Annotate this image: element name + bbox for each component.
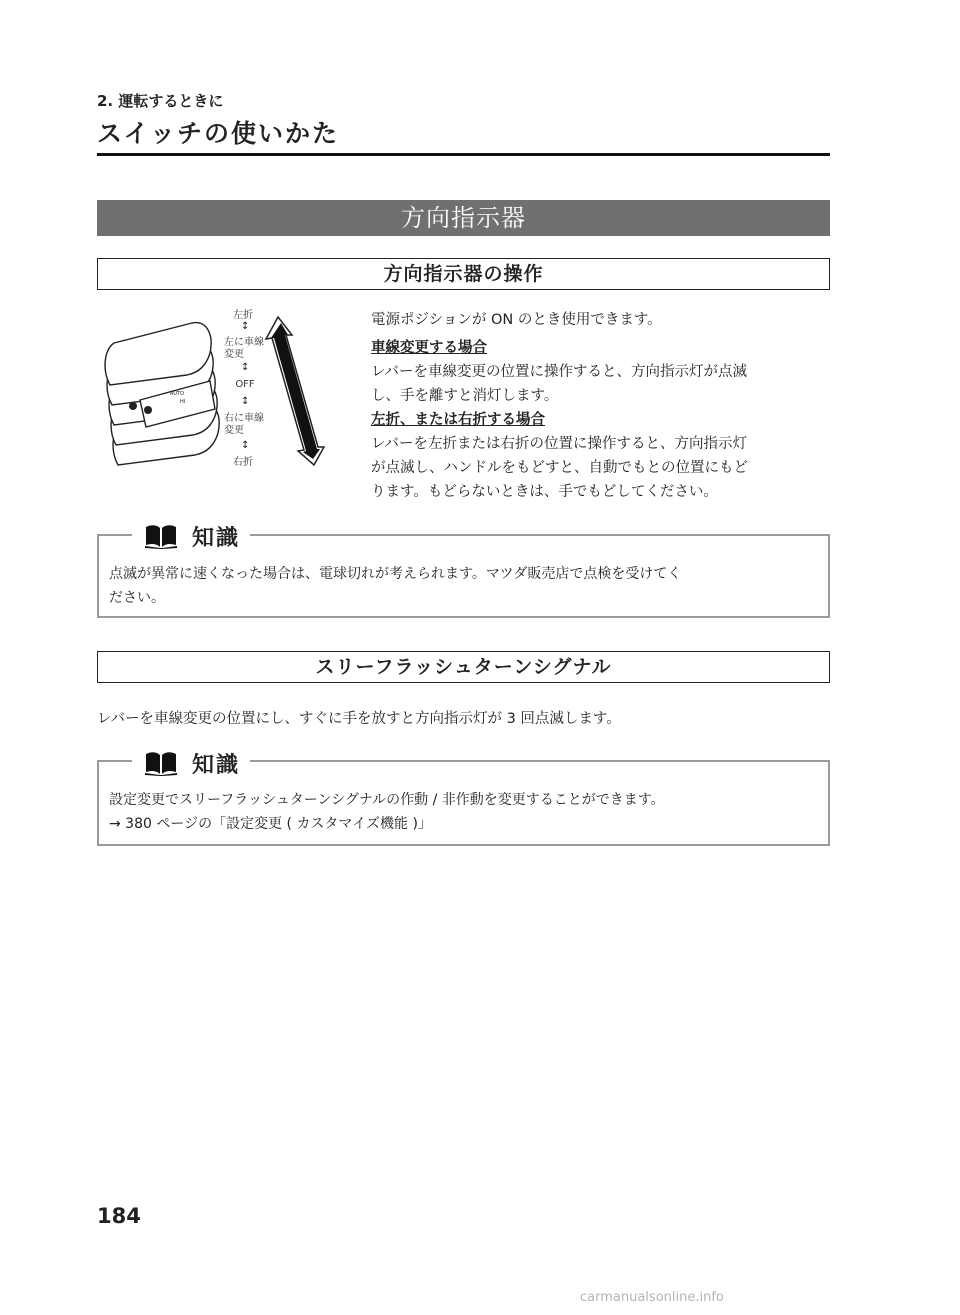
knowledge-text-1: 設定変更でスリーフラッシュターンシグナルの作動 / 非作動を変更することができます。 <box>109 792 665 808</box>
arrow-updown-icon: ↕ <box>241 321 250 332</box>
label-off: OFF <box>235 379 255 390</box>
knowledge-title: 知識 <box>192 752 241 778</box>
operation-text <box>371 308 833 504</box>
svg-text:AUTO: AUTO <box>170 391 185 397</box>
knowledge-header <box>132 746 250 780</box>
three-flash-text: レバーを車線変更の位置にし、すぐに手を放すと方向指示灯が 3 回点滅します。 <box>97 711 621 727</box>
arrow-updown-icon: ↕ <box>241 362 250 373</box>
turn-text-2: が点滅し、ハンドルをもどすと、自動でもとの位置にもど <box>371 460 748 476</box>
lane-change-heading: 車線変更する場合 <box>371 340 487 356</box>
operation-heading: 方向指示器の操作 <box>97 258 830 290</box>
watermark: carmanualsonline.info <box>580 1290 724 1305</box>
chapter-label: 2. 運転するときに <box>97 92 224 110</box>
label-left-lane-change: 左に車線 変更 <box>224 337 264 360</box>
page-title: スイッチの使いかた <box>97 119 340 148</box>
arrow-updown-icon: ↕ <box>241 440 250 451</box>
intro-text: 電源ポジションが ON のとき使用できます。 <box>371 312 662 328</box>
knowledge-title: 知識 <box>192 525 241 551</box>
page-number: 184 <box>97 1204 141 1228</box>
turn-text-1: レバーを左折または右折の位置に操作すると、方向指示灯 <box>371 436 747 452</box>
knowledge-header <box>132 519 250 553</box>
section-banner: 方向指示器 <box>97 200 830 236</box>
knowledge-link[interactable]: → 380 ページの「設定変更 ( カスタマイズ機能 )」 <box>109 816 432 832</box>
turn-heading: 左折、または右折する場合 <box>371 412 545 428</box>
turn-text-3: ります。もどらないときは、手でもどしてください。 <box>371 484 718 500</box>
svg-text:HI: HI <box>180 399 186 405</box>
turn-signal-diagram <box>100 305 335 475</box>
label-right-turn: 右折 <box>233 457 253 468</box>
label-left-turn: 左折 <box>233 310 253 321</box>
title-rule <box>97 153 830 156</box>
book-icon <box>144 523 178 549</box>
lever-illustration <box>100 305 335 475</box>
lane-change-text-1: レバーを車線変更の位置に操作すると、方向指示灯が点滅 <box>371 364 747 380</box>
three-flash-heading: スリーフラッシュターンシグナル <box>97 651 830 683</box>
knowledge-text-1: 点滅が異常に速くなった場合は、電球切れが考えられます。マツダ販売店で点検を受けてく <box>109 566 682 582</box>
book-icon <box>144 750 178 776</box>
knowledge-text-2: ださい。 <box>109 590 165 606</box>
lane-change-text-2: し、手を離すと消灯します。 <box>371 388 559 404</box>
label-right-lane-change: 右に車線 変更 <box>224 413 264 436</box>
arrow-updown-icon: ↕ <box>241 396 250 407</box>
